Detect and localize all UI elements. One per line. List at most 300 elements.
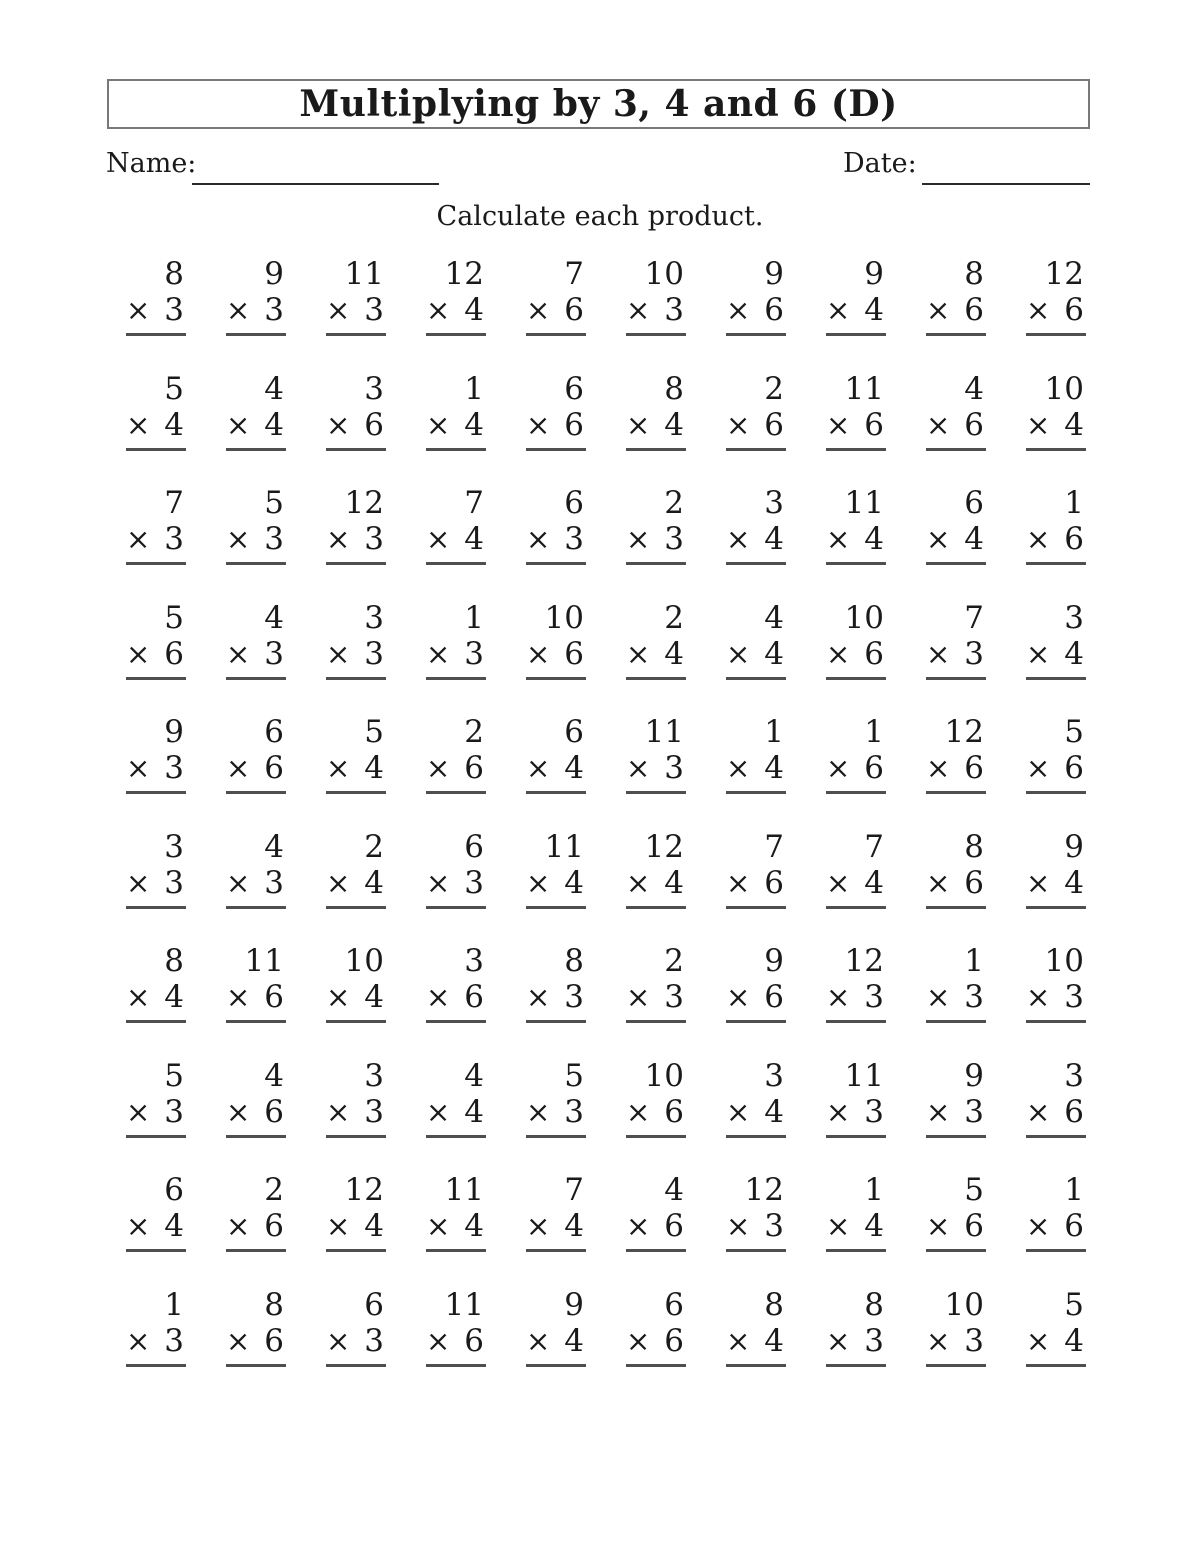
answer-blank[interactable] (926, 1020, 986, 1023)
multiplier: 4 (564, 1322, 584, 1359)
multiplicand: 3 (364, 1057, 384, 1094)
answer-blank[interactable] (326, 1135, 386, 1138)
multiplicand: 4 (264, 370, 284, 407)
answer-blank[interactable] (226, 1020, 286, 1023)
problems-grid (126, 257, 1126, 1402)
answer-blank[interactable] (626, 1364, 686, 1367)
times-icon: × (826, 522, 851, 556)
answer-blank[interactable] (226, 333, 286, 336)
multiplicand: 3 (364, 370, 384, 407)
page-title: Multiplying by 3, 4 and 6 (D) (299, 83, 898, 125)
multiplicand: 4 (264, 828, 284, 865)
answer-blank[interactable] (826, 1249, 886, 1252)
times-icon: × (726, 980, 751, 1014)
multiplier: 4 (564, 864, 584, 901)
multiplier: 3 (964, 979, 984, 1015)
answer-blank[interactable] (1026, 1249, 1086, 1252)
multiplicand: 3 (164, 828, 184, 865)
times-icon: × (626, 1209, 651, 1243)
answer-blank[interactable] (226, 1364, 286, 1367)
times-icon: × (826, 865, 851, 900)
multiplier-row (526, 408, 586, 442)
answer-blank[interactable] (326, 791, 386, 794)
problem-cell (126, 1173, 186, 1288)
multiplier: 4 (364, 864, 384, 901)
answer-blank[interactable] (626, 333, 686, 336)
answer-blank[interactable] (426, 1249, 486, 1252)
multiplier-row (526, 522, 586, 556)
multiplier-row (426, 637, 486, 671)
multiplicand: 6 (564, 714, 584, 750)
instruction-text: Calculate each product. (436, 201, 764, 232)
multiplicand: 3 (364, 599, 384, 636)
answer-blank[interactable] (626, 448, 686, 451)
answer-blank[interactable] (726, 333, 786, 336)
multiplier-row (526, 866, 586, 900)
multiplicand: 7 (464, 485, 484, 521)
answer-blank[interactable] (226, 448, 286, 451)
times-icon: × (626, 980, 651, 1014)
multiplier-row (726, 408, 786, 442)
multiplier: 4 (864, 864, 884, 901)
answer-blank[interactable] (1026, 333, 1086, 336)
answer-blank[interactable] (726, 791, 786, 794)
multiplier: 3 (264, 635, 284, 672)
multiplier: 3 (864, 979, 884, 1015)
answer-blank[interactable] (626, 1135, 686, 1138)
multiplicand: 4 (964, 370, 984, 407)
multiplicand: 11 (444, 1172, 484, 1208)
problem-cell (326, 601, 386, 716)
multiplier: 3 (764, 1208, 784, 1244)
answer-blank[interactable] (1026, 448, 1086, 451)
multiplier-row (1026, 1095, 1086, 1129)
multiplier: 6 (264, 750, 284, 786)
multiplier-row (726, 1095, 786, 1129)
answer-blank[interactable] (326, 448, 386, 451)
multiplicand: 1 (964, 943, 984, 979)
multiplicand: 3 (764, 485, 784, 521)
answer-blank[interactable] (1026, 1135, 1086, 1138)
times-icon: × (326, 1209, 351, 1243)
answer-blank[interactable] (826, 791, 886, 794)
name-label: Name: (106, 148, 197, 179)
multiplier: 3 (564, 521, 584, 557)
times-icon: × (426, 980, 451, 1014)
multiplier-row (226, 980, 286, 1014)
answer-blank[interactable] (626, 677, 686, 680)
multiplicand: 2 (364, 828, 384, 865)
answer-blank[interactable] (526, 333, 586, 336)
multiplier-row (926, 408, 986, 442)
multiplier: 4 (864, 521, 884, 557)
multiplier: 4 (764, 1322, 784, 1359)
times-icon: × (626, 865, 651, 900)
problem-cell (426, 944, 486, 1059)
answer-blank[interactable] (526, 906, 586, 909)
answer-blank[interactable] (126, 333, 186, 336)
times-icon: × (526, 293, 551, 327)
answer-blank[interactable] (426, 677, 486, 680)
answer-blank[interactable] (826, 333, 886, 336)
answer-blank[interactable] (526, 791, 586, 794)
multiplier: 6 (264, 1093, 284, 1130)
multiplier: 6 (864, 750, 884, 786)
multiplicand: 9 (764, 256, 784, 292)
answer-blank[interactable] (126, 791, 186, 794)
multiplier: 4 (764, 750, 784, 786)
times-icon: × (126, 1209, 151, 1243)
multiplier-row (126, 1324, 186, 1358)
answer-blank[interactable] (926, 1135, 986, 1138)
answer-blank[interactable] (826, 1020, 886, 1023)
multiplier-row (226, 751, 286, 785)
problem-cell (626, 372, 686, 487)
answer-blank[interactable] (926, 906, 986, 909)
answer-blank[interactable] (326, 562, 386, 565)
multiplier: 6 (664, 1093, 684, 1130)
answer-blank[interactable] (426, 448, 486, 451)
answer-blank[interactable] (426, 333, 486, 336)
multiplier-row (426, 522, 486, 556)
answer-blank[interactable] (326, 1249, 386, 1252)
answer-blank[interactable] (326, 1364, 386, 1367)
multiplier: 3 (864, 1093, 884, 1130)
answer-blank[interactable] (126, 906, 186, 909)
multiplier-row (226, 293, 286, 327)
answer-blank[interactable] (226, 1249, 286, 1252)
answer-blank[interactable] (926, 677, 986, 680)
answer-blank[interactable] (926, 1364, 986, 1367)
multiplicand: 12 (344, 485, 384, 521)
answer-blank[interactable] (726, 562, 786, 565)
times-icon: × (126, 293, 151, 327)
answer-blank[interactable] (626, 562, 686, 565)
problem-cell (126, 486, 186, 601)
title-box (107, 79, 1090, 129)
multiplier: 4 (164, 1208, 184, 1244)
answer-blank[interactable] (726, 1020, 786, 1023)
answer-blank[interactable] (326, 906, 386, 909)
answer-blank[interactable] (826, 1364, 886, 1367)
problem-cell (226, 830, 286, 945)
times-icon: × (226, 407, 251, 442)
problem-cell (1026, 486, 1086, 601)
answer-blank[interactable] (726, 1364, 786, 1367)
answer-blank[interactable] (726, 906, 786, 909)
times-icon: × (526, 636, 551, 671)
times-icon: × (826, 636, 851, 671)
times-icon: × (826, 293, 851, 327)
multiplicand: 6 (564, 370, 584, 407)
answer-blank[interactable] (526, 677, 586, 680)
answer-blank[interactable] (226, 906, 286, 909)
answer-blank[interactable] (1026, 677, 1086, 680)
multiplier: 4 (264, 406, 284, 443)
multiplicand: 8 (164, 943, 184, 979)
problem-cell (826, 601, 886, 716)
multiplier-row (426, 408, 486, 442)
problem-cell (326, 1288, 386, 1403)
answer-blank[interactable] (826, 562, 886, 565)
answer-blank[interactable] (926, 1249, 986, 1252)
multiplier: 3 (364, 1093, 384, 1130)
answer-blank[interactable] (326, 677, 386, 680)
answer-blank[interactable] (326, 333, 386, 336)
answer-blank[interactable] (1026, 562, 1086, 565)
multiplier: 4 (664, 635, 684, 672)
problem-cell (126, 944, 186, 1059)
answer-blank[interactable] (926, 333, 986, 336)
problem-cell (126, 1288, 186, 1403)
multiplier-row (726, 1209, 786, 1243)
answer-blank[interactable] (126, 677, 186, 680)
answer-blank[interactable] (226, 677, 286, 680)
multiplier-row (126, 1095, 186, 1129)
times-icon: × (326, 636, 351, 671)
multiplier: 3 (864, 1322, 884, 1359)
answer-blank[interactable] (1026, 1364, 1086, 1367)
times-icon: × (126, 751, 151, 785)
multiplier-row (926, 866, 986, 900)
times-icon: × (726, 1209, 751, 1243)
multiplicand: 3 (1064, 599, 1084, 636)
answer-blank[interactable] (426, 1020, 486, 1023)
answer-blank[interactable] (126, 1020, 186, 1023)
multiplier: 4 (564, 1208, 584, 1244)
multiplier: 4 (664, 864, 684, 901)
multiplier: 3 (364, 292, 384, 328)
times-icon: × (326, 407, 351, 442)
answer-blank[interactable] (126, 1135, 186, 1138)
multiplicand: 11 (444, 1286, 484, 1323)
problem-cell (926, 257, 986, 372)
multiplicand: 9 (764, 943, 784, 979)
multiplicand: 11 (844, 1057, 884, 1094)
problem-cell (526, 830, 586, 945)
multiplier: 3 (964, 1093, 984, 1130)
answer-blank[interactable] (826, 906, 886, 909)
answer-blank[interactable] (126, 448, 186, 451)
answer-blank[interactable] (626, 1020, 686, 1023)
times-icon: × (1026, 751, 1051, 785)
multiplier-row (226, 408, 286, 442)
multiplier-row (526, 1209, 586, 1243)
multiplier: 6 (664, 1208, 684, 1244)
answer-blank[interactable] (726, 1249, 786, 1252)
multiplicand: 1 (1064, 1172, 1084, 1208)
problem-cell (526, 1288, 586, 1403)
multiplier-row (626, 866, 686, 900)
answer-blank[interactable] (626, 1249, 686, 1252)
multiplicand: 6 (564, 485, 584, 521)
answer-blank[interactable] (626, 906, 686, 909)
problem-cell (626, 1173, 686, 1288)
multiplier: 3 (164, 864, 184, 901)
multiplicand: 7 (864, 828, 884, 865)
multiplier: 3 (464, 864, 484, 901)
times-icon: × (726, 407, 751, 442)
answer-blank[interactable] (426, 791, 486, 794)
times-icon: × (226, 522, 251, 556)
times-icon: × (726, 293, 751, 327)
multiplicand: 9 (564, 1286, 584, 1323)
answer-blank[interactable] (126, 1364, 186, 1367)
answer-blank[interactable] (526, 448, 586, 451)
multiplicand: 10 (1044, 370, 1084, 407)
answer-blank[interactable] (726, 1135, 786, 1138)
multiplicand: 5 (164, 599, 184, 636)
multiplicand: 10 (644, 1057, 684, 1094)
multiplier: 6 (264, 1322, 284, 1359)
answer-blank[interactable] (426, 1364, 486, 1367)
multiplier: 3 (164, 1093, 184, 1130)
problem-cell (326, 1059, 386, 1174)
multiplier-row (426, 293, 486, 327)
multiplicand: 5 (164, 1057, 184, 1094)
name-blank[interactable] (192, 150, 439, 185)
multiplier: 6 (1064, 1208, 1084, 1244)
times-icon: × (926, 636, 951, 671)
multiplicand: 7 (164, 485, 184, 521)
problem-cell (526, 372, 586, 487)
answer-blank[interactable] (526, 1135, 586, 1138)
answer-blank[interactable] (426, 1135, 486, 1138)
times-icon: × (426, 522, 451, 556)
multiplicand: 5 (164, 370, 184, 407)
multiplier: 4 (764, 521, 784, 557)
answer-blank[interactable] (826, 677, 886, 680)
problem-cell (626, 944, 686, 1059)
multiplier: 6 (764, 864, 784, 901)
multiplicand: 8 (664, 370, 684, 407)
multiplier-row (426, 751, 486, 785)
multiplier: 6 (264, 1208, 284, 1244)
answer-blank[interactable] (726, 448, 786, 451)
answer-blank[interactable] (926, 562, 986, 565)
multiplier: 4 (464, 1093, 484, 1130)
multiplier-row (226, 1209, 286, 1243)
times-icon: × (826, 407, 851, 442)
multiplicand: 3 (1064, 1057, 1084, 1094)
problem-cell (526, 601, 586, 716)
answer-blank[interactable] (1026, 791, 1086, 794)
multiplicand: 1 (464, 599, 484, 636)
date-blank[interactable] (922, 150, 1090, 185)
problem-cell (1026, 1173, 1086, 1288)
times-icon: × (1026, 1323, 1051, 1358)
times-icon: × (126, 865, 151, 900)
problem-cell (526, 1059, 586, 1174)
multiplicand: 6 (164, 1172, 184, 1208)
multiplier-row (326, 522, 386, 556)
answer-blank[interactable] (326, 1020, 386, 1023)
answer-blank[interactable] (226, 791, 286, 794)
multiplier: 6 (464, 1322, 484, 1359)
multiplicand: 9 (264, 256, 284, 292)
multiplicand: 11 (844, 370, 884, 407)
times-icon: × (126, 1094, 151, 1129)
multiplier: 4 (1064, 635, 1084, 672)
answer-blank[interactable] (826, 448, 886, 451)
multiplicand: 1 (464, 370, 484, 407)
answer-blank[interactable] (526, 562, 586, 565)
answer-blank[interactable] (126, 1249, 186, 1252)
problem-cell (726, 715, 786, 830)
answer-blank[interactable] (926, 791, 986, 794)
multiplier: 3 (664, 292, 684, 328)
multiplicand: 7 (964, 599, 984, 636)
multiplicand: 2 (664, 599, 684, 636)
multiplier: 4 (1064, 864, 1084, 901)
multiplier: 3 (164, 292, 184, 328)
answer-blank[interactable] (1026, 1020, 1086, 1023)
answer-blank[interactable] (526, 1020, 586, 1023)
multiplier-row (126, 293, 186, 327)
answer-blank[interactable] (1026, 906, 1086, 909)
problem-cell (826, 372, 886, 487)
multiplier-row (626, 751, 686, 785)
multiplier: 6 (1064, 292, 1084, 328)
multiplier-row (526, 293, 586, 327)
problem-cell (726, 830, 786, 945)
times-icon: × (226, 293, 251, 327)
times-icon: × (426, 293, 451, 327)
multiplicand: 10 (344, 943, 384, 979)
multiplier-row (926, 1209, 986, 1243)
multiplier-row (1026, 293, 1086, 327)
answer-blank[interactable] (426, 906, 486, 909)
answer-blank[interactable] (926, 448, 986, 451)
answer-blank[interactable] (226, 562, 286, 565)
problem-cell (426, 715, 486, 830)
answer-blank[interactable] (526, 1249, 586, 1252)
times-icon: × (926, 407, 951, 442)
problem-cell (226, 372, 286, 487)
answer-blank[interactable] (526, 1364, 586, 1367)
multiplier: 3 (164, 521, 184, 557)
problem-cell (726, 601, 786, 716)
multiplier-row (226, 522, 286, 556)
answer-blank[interactable] (126, 562, 186, 565)
multiplier-row (726, 637, 786, 671)
problem-cell (726, 257, 786, 372)
answer-blank[interactable] (726, 677, 786, 680)
multiplier: 6 (764, 292, 784, 328)
problem-cell (326, 486, 386, 601)
answer-blank[interactable] (826, 1135, 886, 1138)
multiplier: 3 (264, 521, 284, 557)
problem-cell (126, 372, 186, 487)
problem-cell (726, 1288, 786, 1403)
answer-blank[interactable] (626, 791, 686, 794)
problem-cell (126, 257, 186, 372)
answer-blank[interactable] (426, 562, 486, 565)
multiplier: 4 (864, 1208, 884, 1244)
times-icon: × (926, 980, 951, 1014)
problem-cell (926, 372, 986, 487)
multiplier-row (1026, 866, 1086, 900)
answer-blank[interactable] (226, 1135, 286, 1138)
times-icon: × (726, 751, 751, 785)
multiplier-row (826, 1095, 886, 1129)
multiplier: 4 (364, 750, 384, 786)
times-icon: × (126, 1323, 151, 1358)
multiplier-row (326, 637, 386, 671)
multiplicand: 11 (544, 828, 584, 865)
multiplier: 6 (1064, 521, 1084, 557)
problem-cell (526, 257, 586, 372)
